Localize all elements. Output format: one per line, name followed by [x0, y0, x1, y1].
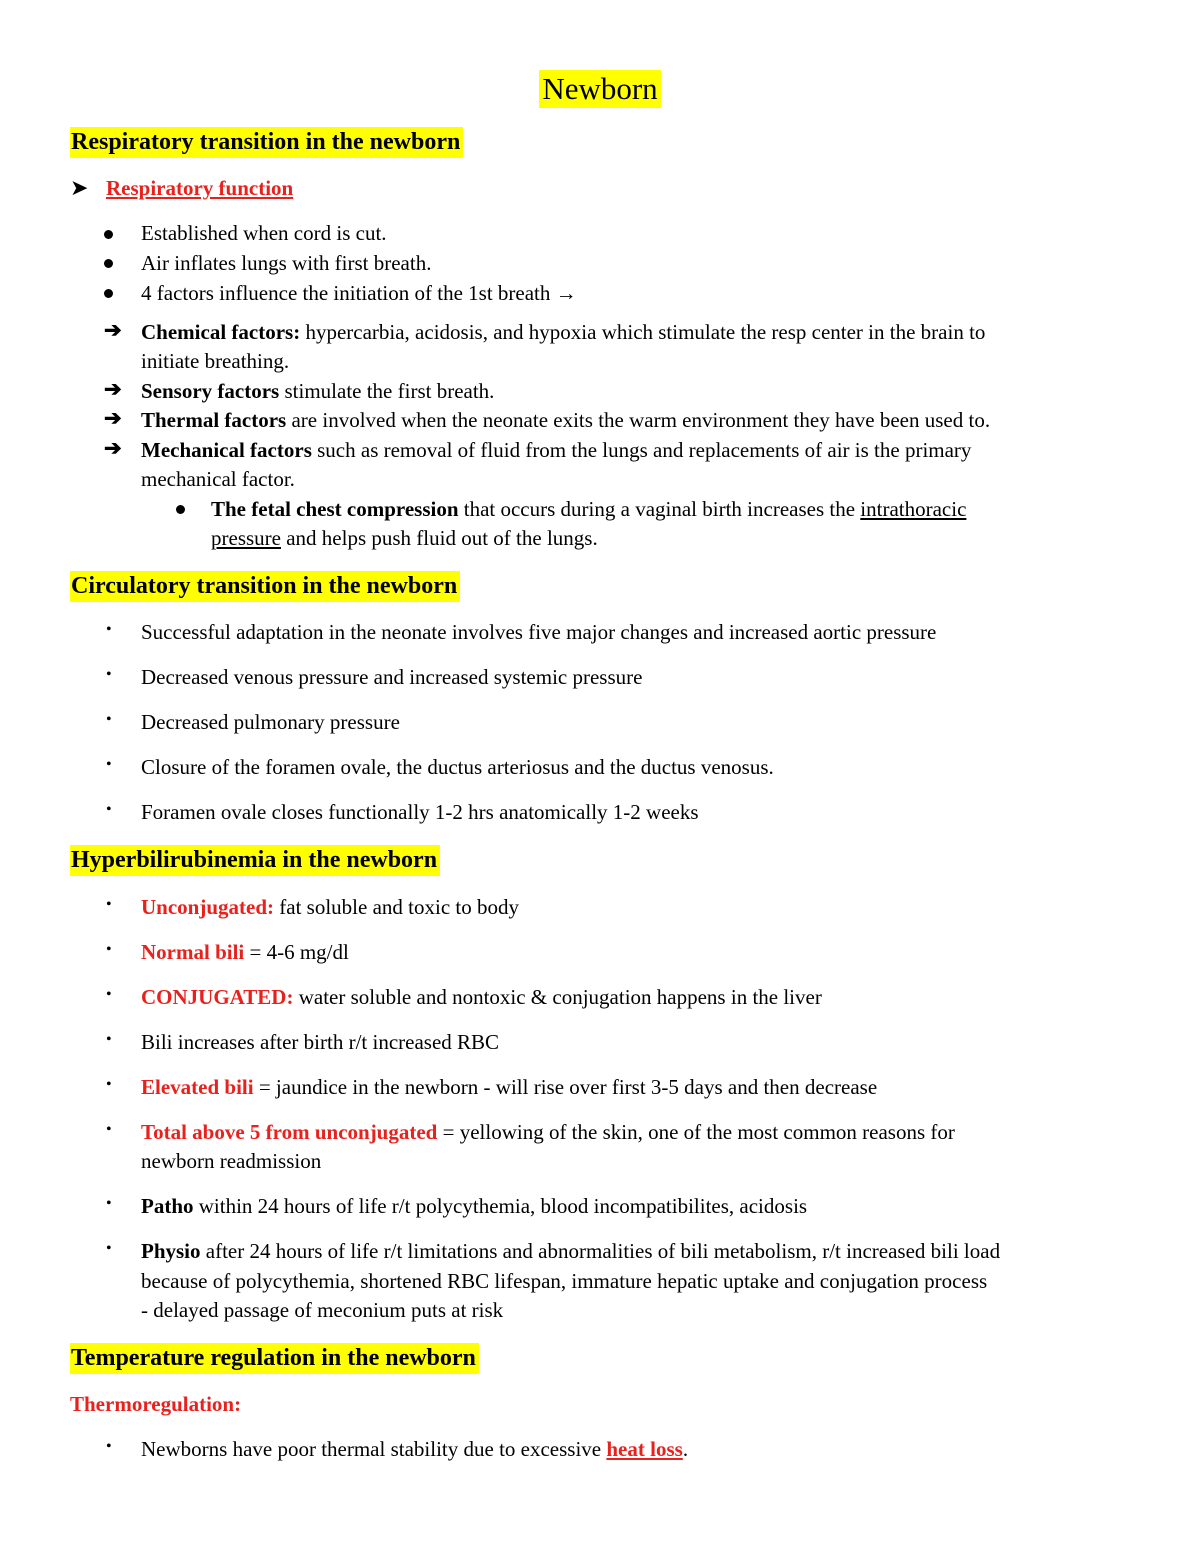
fetal-chest-item: The fetal chest compression that occurs during a vaginal birth increases the intrathoracic — [211, 497, 967, 521]
factor-mechanical: Mechanical factors such as removal of fluid from the lungs and replacements of air is the primary — [141, 438, 972, 462]
thermoregulation-subheading: Thermoregulation: — [70, 1392, 242, 1416]
factor-chemical: Chemical factors: hypercarbia, acidosis, and hypoxia which stimulate the resp center in the brain to — [141, 320, 986, 344]
bullet-icon: • — [106, 756, 112, 773]
list-item: Decreased pulmonary pressure — [141, 710, 400, 734]
bullet-icon: • — [106, 801, 112, 818]
temperature-heading: Temperature regulation in the newborn — [70, 1343, 479, 1374]
list-item: Newborns have poor thermal stability due to excessive heat loss. — [141, 1437, 689, 1461]
arrow-right-icon: ➔ — [104, 318, 122, 342]
bullet-icon: • — [106, 1121, 112, 1138]
respiratory-heading: Respiratory transition in the newborn — [70, 127, 463, 158]
bullet-icon: • — [106, 1076, 112, 1093]
factor-sensory: Sensory factors stimulate the first breath. — [141, 379, 495, 403]
bullet-icon: • — [106, 941, 112, 958]
bullet-icon: • — [106, 711, 112, 728]
physio-item-cont: - delayed passage of meconium puts at risk — [141, 1298, 504, 1322]
patho-item: Patho within 24 hours of life r/t polycythemia, blood incompatibilites, acidosis — [141, 1194, 808, 1218]
fetal-chest-item-cont: pressure and helps push fluid out of the lungs. — [211, 526, 598, 550]
physio-item-cont: because of polycythemia, shortened RBC lifespan, immature hepatic uptake and conjugation process — [141, 1269, 988, 1293]
respiratory-function-subheading: Respiratory function — [106, 176, 294, 200]
list-item: CONJUGATED: water soluble and nontoxic & conjugation happens in the liver — [141, 985, 822, 1009]
list-item: Established when cord is cut. — [141, 221, 387, 245]
factor-chemical-cont: initiate breathing. — [141, 349, 290, 373]
list-item: Bili increases after birth r/t increased RBC — [141, 1030, 500, 1054]
circulatory-heading: Circulatory transition in the newborn — [70, 571, 460, 602]
page-title: Newborn — [539, 70, 660, 108]
list-item: Elevated bili = jaundice in the newborn - will rise over first 3-5 days and then decrease — [141, 1075, 878, 1099]
bullet-icon: • — [106, 1195, 112, 1212]
list-item: Successful adaptation in the neonate involves five major changes and increased aortic pressure — [141, 620, 937, 644]
list-item: Foramen ovale closes functionally 1-2 hrs anatomically 1-2 weeks — [141, 800, 699, 824]
bullet-icon — [104, 289, 113, 298]
arrow-right-icon: ➔ — [104, 406, 122, 430]
bullet-icon: • — [106, 986, 112, 1003]
factor-mechanical-cont: mechanical factor. — [141, 467, 295, 491]
bullet-icon: • — [106, 621, 112, 638]
list-item-cont: newborn readmission — [141, 1149, 322, 1173]
list-item: Normal bili = 4-6 mg/dl — [141, 940, 349, 964]
bullet-icon — [104, 259, 113, 268]
list-item: Unconjugated: fat soluble and toxic to body — [141, 895, 519, 919]
list-item: Decreased venous pressure and increased systemic pressure — [141, 665, 643, 689]
arrowhead-bullet-icon: ➤ — [70, 175, 89, 200]
heat-loss-link: heat loss — [606, 1437, 683, 1461]
bullet-icon — [176, 505, 185, 514]
bullet-icon: • — [106, 666, 112, 683]
factor-thermal: Thermal factors are involved when the neonate exits the warm environment they have been used to. — [141, 408, 991, 432]
list-item: Total above 5 from unconjugated = yellowing of the skin, one of the most common reasons for — [141, 1120, 955, 1144]
list-item: Closure of the foramen ovale, the ductus arteriosus and the ductus venosus. — [141, 755, 774, 779]
bullet-icon: • — [106, 896, 112, 913]
hyperbili-heading: Hyperbilirubinemia in the newborn — [70, 845, 440, 876]
list-item: Air inflates lungs with first breath. — [141, 251, 432, 275]
list-item: 4 factors influence the initiation of the 1st breath → — [141, 281, 577, 305]
arrow-right-icon: ➔ — [104, 377, 122, 401]
bullet-icon — [104, 230, 113, 239]
bullet-icon: • — [106, 1031, 112, 1048]
physio-item: Physio after 24 hours of life r/t limitations and abnormalities of bili metabolism, r/t increased bili load — [141, 1239, 1001, 1263]
bullet-icon: • — [106, 1438, 112, 1455]
arrow-right-icon: ➔ — [104, 436, 122, 460]
bullet-icon: • — [106, 1240, 112, 1257]
